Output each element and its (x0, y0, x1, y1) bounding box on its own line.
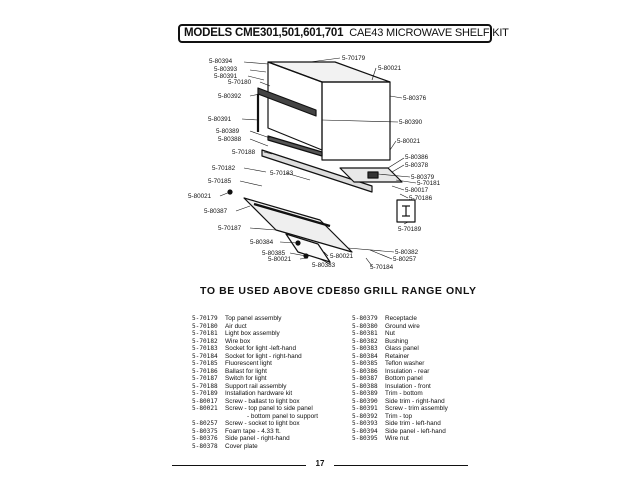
parts-list-row (192, 435, 318, 443)
parts-list-row (352, 413, 448, 421)
part-description: Light box assembly (225, 330, 280, 337)
parts-list-row (352, 360, 448, 368)
part-description: Foam tape - 4.33 ft. (225, 427, 281, 435)
part-description: Screw - ballast to light box (225, 397, 300, 405)
part-description: Socket for light - right-hand (225, 352, 302, 360)
parts-list-row (352, 323, 448, 331)
part-number: 5-70184 (192, 352, 218, 360)
diagram-label: 5-70183 (270, 170, 294, 177)
part-number: 5-80380 (352, 322, 378, 330)
part-number: 5-70180 (192, 322, 218, 330)
diagram-label: 5-80021 (188, 193, 212, 200)
diagram-label: 5-80383 (312, 262, 336, 269)
part-description: Trim - top (385, 412, 413, 420)
part-description: Trim - bottom (385, 390, 423, 397)
parts-list-row (192, 360, 318, 368)
part-description: Cover plate (225, 442, 258, 450)
diagram-label: 5-70181 (417, 180, 441, 187)
part-description: Top panel assembly (225, 315, 282, 322)
part-number: 5-80392 (352, 412, 378, 420)
parts-list-row (352, 330, 448, 338)
diagram-label: 5-80390 (399, 119, 423, 126)
part-description: Air duct (225, 322, 247, 330)
diagram-label: 5-70185 (208, 178, 232, 185)
parts-list-row (192, 338, 318, 346)
part-description: - bottom panel to support (247, 412, 319, 420)
parts-list-row (192, 405, 318, 413)
part-number: 5-70181 (192, 330, 218, 337)
diagram-label: 5-70188 (232, 149, 256, 156)
part-description: Teflon washer (385, 360, 425, 367)
part-number: 5-80394 (352, 427, 378, 435)
part-number: 5-80386 (352, 367, 378, 375)
part-description: Socket for light -left-hand (225, 345, 297, 352)
part-description: Ground wire (385, 322, 420, 330)
diagram-label: 5-80021 (397, 138, 421, 145)
part-description: Installation hardware kit (225, 390, 293, 397)
parts-list-row (352, 368, 448, 376)
part-description: Fluorescent light (225, 360, 272, 367)
part-description: Wire nut (385, 435, 409, 442)
diagram-label: 5-80378 (405, 162, 429, 169)
part-description: Switch for light (225, 375, 267, 382)
part-number: 5-70187 (192, 375, 218, 382)
part-description: Insulation - front (385, 382, 431, 390)
part-description: Ballast for light (225, 367, 267, 375)
parts-list-row (192, 428, 318, 436)
parts-list-row (352, 390, 448, 398)
diagram-label: 5-80391 (214, 73, 238, 80)
diagram-label: 5-80382 (395, 249, 419, 256)
part-number: 5-80395 (352, 435, 378, 442)
part-number (192, 413, 225, 421)
parts-list-row (352, 338, 448, 346)
parts-list-row (352, 428, 448, 436)
top-trim-shape (258, 88, 316, 116)
parts-list-row (192, 375, 318, 383)
parts-list-row (352, 398, 448, 406)
part-number: 5-80391 (352, 405, 378, 412)
part-number: 5-80383 (352, 345, 378, 352)
part-number: 5-80257 (192, 420, 218, 427)
diagram-label: 5-80389 (216, 128, 240, 135)
parts-list-row (352, 405, 448, 413)
part-number: 5-80388 (352, 382, 378, 390)
part-number: 5-70182 (192, 337, 218, 345)
part-description: Insulation - rear (385, 367, 430, 375)
part-number: 5-80381 (352, 330, 378, 337)
diagram-label: 5-80387 (204, 208, 228, 215)
part-description: Receptacle (385, 315, 417, 322)
parts-list-row (192, 443, 318, 451)
part-description: Side trim - left-hand (385, 420, 441, 427)
parts-list-row (192, 390, 318, 398)
part-number: 5-80376 (192, 435, 218, 442)
diagram-label: 5-80021 (268, 256, 292, 263)
diagram-label: 5-70186 (409, 195, 433, 202)
diagram-label: 5-80392 (218, 93, 242, 100)
parts-list-row (192, 345, 318, 353)
parts-list-row (352, 420, 448, 428)
part-number: 5-80017 (192, 397, 218, 405)
part-description: Screw - trim assembly (385, 405, 448, 412)
parts-list-row (352, 383, 448, 391)
part-number: 5-70188 (192, 382, 218, 390)
part-number: 5-80379 (352, 315, 378, 322)
parts-list-row (352, 315, 448, 323)
part-description: Side trim - right-hand (385, 397, 445, 405)
diagram-label: 5-80376 (403, 95, 427, 102)
parts-list-row (192, 323, 318, 331)
footer-rule-right (334, 465, 468, 466)
diagram-label: 5-70182 (212, 165, 236, 172)
title-models: MODELS CME301,501,601,701 (184, 27, 344, 39)
part-description: Support rail assembly (225, 382, 287, 390)
part-description: Side panel - left-hand (385, 427, 446, 435)
part-number: 5-70185 (192, 360, 218, 367)
part-number: 5-80389 (352, 390, 378, 397)
parts-list-row (352, 375, 448, 383)
part-number: 5-80378 (192, 442, 218, 450)
part-description: Nut (385, 330, 395, 337)
part-number: 5-80382 (352, 337, 378, 345)
part-description: Screw - top panel to side panel (225, 405, 313, 412)
diagram-label: 5-70189 (398, 226, 422, 233)
diagram-label: 5-80379 (411, 174, 435, 181)
parts-list-row (192, 383, 318, 391)
diagram-label: 5-70180 (228, 79, 252, 86)
part-number: 5-80021 (192, 405, 218, 412)
part-number: 5-70186 (192, 367, 218, 375)
part-description: Bushing (385, 337, 409, 345)
diagram-label: 5-80021 (378, 65, 402, 72)
top-panel-shape (268, 62, 390, 82)
parts-list-row (352, 345, 448, 353)
diagram-label: 5-80388 (218, 136, 242, 143)
part-description: Wire box (225, 337, 251, 345)
diagram-label: 5-80385 (262, 250, 286, 257)
diagram-label: 5-80257 (393, 256, 417, 263)
diagram-label: 5-80021 (330, 253, 354, 260)
diagram-label: 5-80384 (250, 239, 274, 246)
part-description: Glass panel (385, 345, 419, 352)
diagram-label: 5-80391 (208, 116, 232, 123)
diagram-label: 5-80393 (214, 66, 238, 73)
part-number: 5-70183 (192, 345, 218, 352)
part-number: 5-80387 (352, 375, 378, 382)
part-description: Side panel - right-hand (225, 435, 290, 442)
diagram-label: 5-70187 (218, 225, 242, 232)
part-number: 5-80390 (352, 397, 378, 405)
parts-list-row (352, 435, 448, 443)
diagram-label: 5-80017 (405, 187, 429, 194)
parts-list-row (192, 330, 318, 338)
part-number: 5-80384 (352, 352, 378, 360)
parts-list-row (192, 315, 318, 323)
diagram-label: 5-80394 (209, 58, 233, 65)
page-number: 17 (315, 459, 325, 468)
usage-note: TO BE USED ABOVE CDE850 GRILL RANGE ONLY (200, 285, 477, 297)
part-number: 5-80385 (352, 360, 378, 367)
parts-list-row (192, 398, 318, 406)
parts-list-row (192, 420, 318, 428)
parts-list-row (192, 368, 318, 376)
footer-rule-left (172, 465, 306, 466)
part-number: 5-80375 (192, 427, 218, 435)
diagram-label: 5-70184 (370, 264, 394, 271)
part-number: 5-70189 (192, 390, 218, 397)
title-kit: CAE43 MICROWAVE SHELF KIT (349, 27, 509, 39)
part-number: 5-70179 (192, 315, 218, 322)
parts-list-right (352, 315, 448, 443)
parts-list-row (192, 413, 318, 421)
part-description: Bottom panel (385, 375, 423, 382)
part-description: Retainer (385, 352, 410, 360)
diagram-label: 5-80386 (405, 154, 429, 161)
parts-list-row (352, 353, 448, 361)
part-description: Screw - socket to light box (225, 420, 300, 427)
parts-list-left (192, 315, 318, 450)
part-number: 5-80393 (352, 420, 378, 427)
parts-list-row (192, 353, 318, 361)
diagram-label: 5-70179 (342, 55, 366, 62)
